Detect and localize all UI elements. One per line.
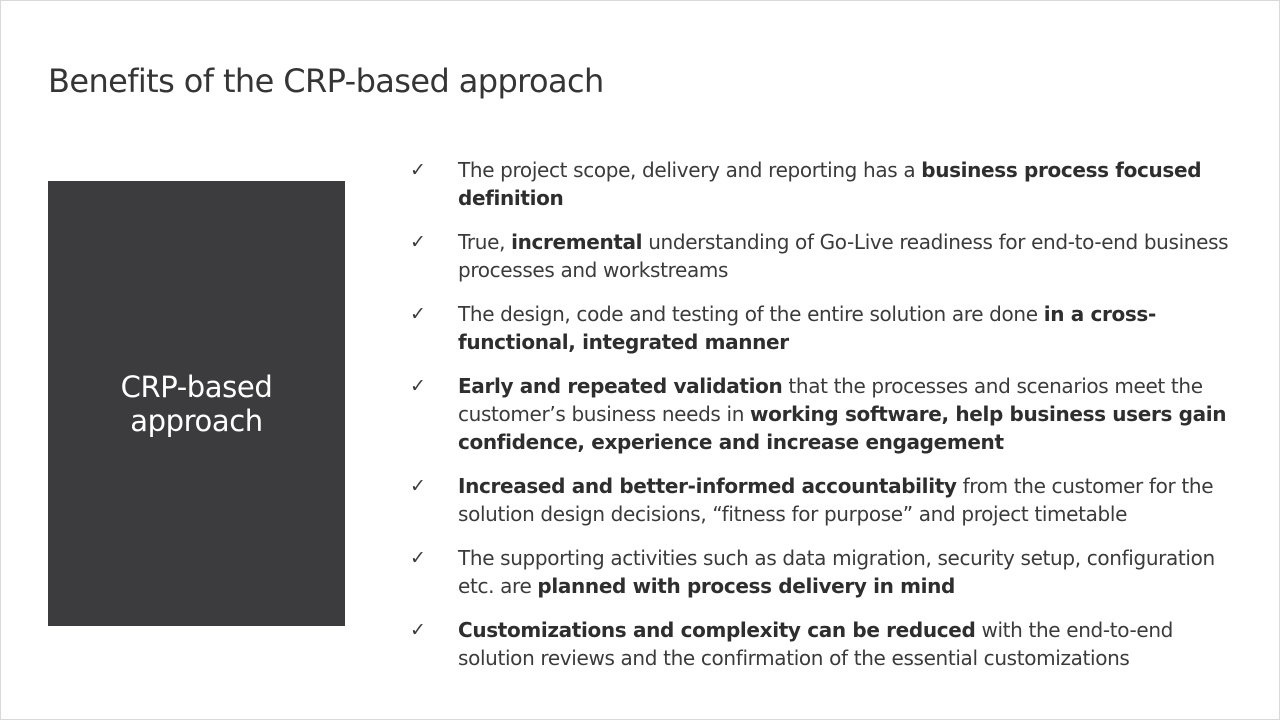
- benefit-text-emphasis: in a cross-functional, integrated manner: [458, 302, 1156, 354]
- slide-title: Benefits of the CRP-based approach: [48, 62, 604, 100]
- benefit-text-segment: that the processes and scenarios meet the customer’s business needs in: [458, 374, 1203, 426]
- benefit-text-emphasis: Increased and better-informed accountability: [458, 474, 957, 498]
- benefit-text: [458, 474, 1213, 526]
- benefit-text-segment: The supporting activities such as data migration, security setup, configuration etc. are: [458, 546, 1215, 598]
- checkmark-icon: ✓: [410, 159, 426, 181]
- benefit-text-emphasis: Early and repeated validation: [458, 374, 783, 398]
- benefit-text-emphasis: incremental: [511, 230, 643, 254]
- checkmark-icon: ✓: [410, 303, 426, 325]
- crp-approach-label: CRP-based approach: [120, 369, 273, 438]
- benefit-text-segment: The design, code and testing of the entire solution are done: [458, 302, 1044, 326]
- checkmark-icon: ✓: [410, 475, 426, 497]
- benefit-text-emphasis: working software, help business users gain confidence, experience and increase engagement: [458, 402, 1227, 454]
- benefit-text: [458, 158, 1201, 210]
- checkmark-icon: ✓: [410, 375, 426, 397]
- benefit-item: [410, 300, 1230, 356]
- benefit-text-emphasis: Customizations and complexity can be reduced: [458, 618, 976, 642]
- benefit-text: [458, 374, 1226, 454]
- benefit-text-emphasis: planned with process delivery in mind: [537, 574, 956, 598]
- benefit-item: [410, 228, 1230, 284]
- benefits-list: [410, 156, 1230, 688]
- benefit-text: [458, 230, 1228, 282]
- benefit-item: [410, 372, 1230, 456]
- benefit-text-segment: with the end-to-end solution reviews and the confirmation of the essential customizations: [458, 618, 1173, 670]
- benefit-text-segment: understanding of Go-Live readiness for end-to-end business processes and workstreams: [458, 230, 1229, 282]
- benefit-item: [410, 156, 1230, 212]
- benefit-text-segment: The project scope, delivery and reporting has a: [458, 158, 922, 182]
- benefit-text-segment: True,: [458, 230, 512, 254]
- benefit-text: [458, 302, 1156, 354]
- benefit-text: [458, 618, 1173, 670]
- benefit-item: [410, 544, 1230, 600]
- benefit-item: [410, 616, 1230, 672]
- benefit-text-segment: from the customer for the solution design decisions, “fitness for purpose” and project timetable: [458, 474, 1214, 526]
- benefit-text-emphasis: business process focused definition: [458, 158, 1202, 210]
- checkmark-icon: ✓: [410, 547, 426, 569]
- crp-approach-box: [48, 181, 345, 626]
- checkmark-icon: ✓: [410, 619, 426, 641]
- benefit-item: [410, 472, 1230, 528]
- checkmark-icon: ✓: [410, 231, 426, 253]
- benefit-text: [458, 546, 1215, 598]
